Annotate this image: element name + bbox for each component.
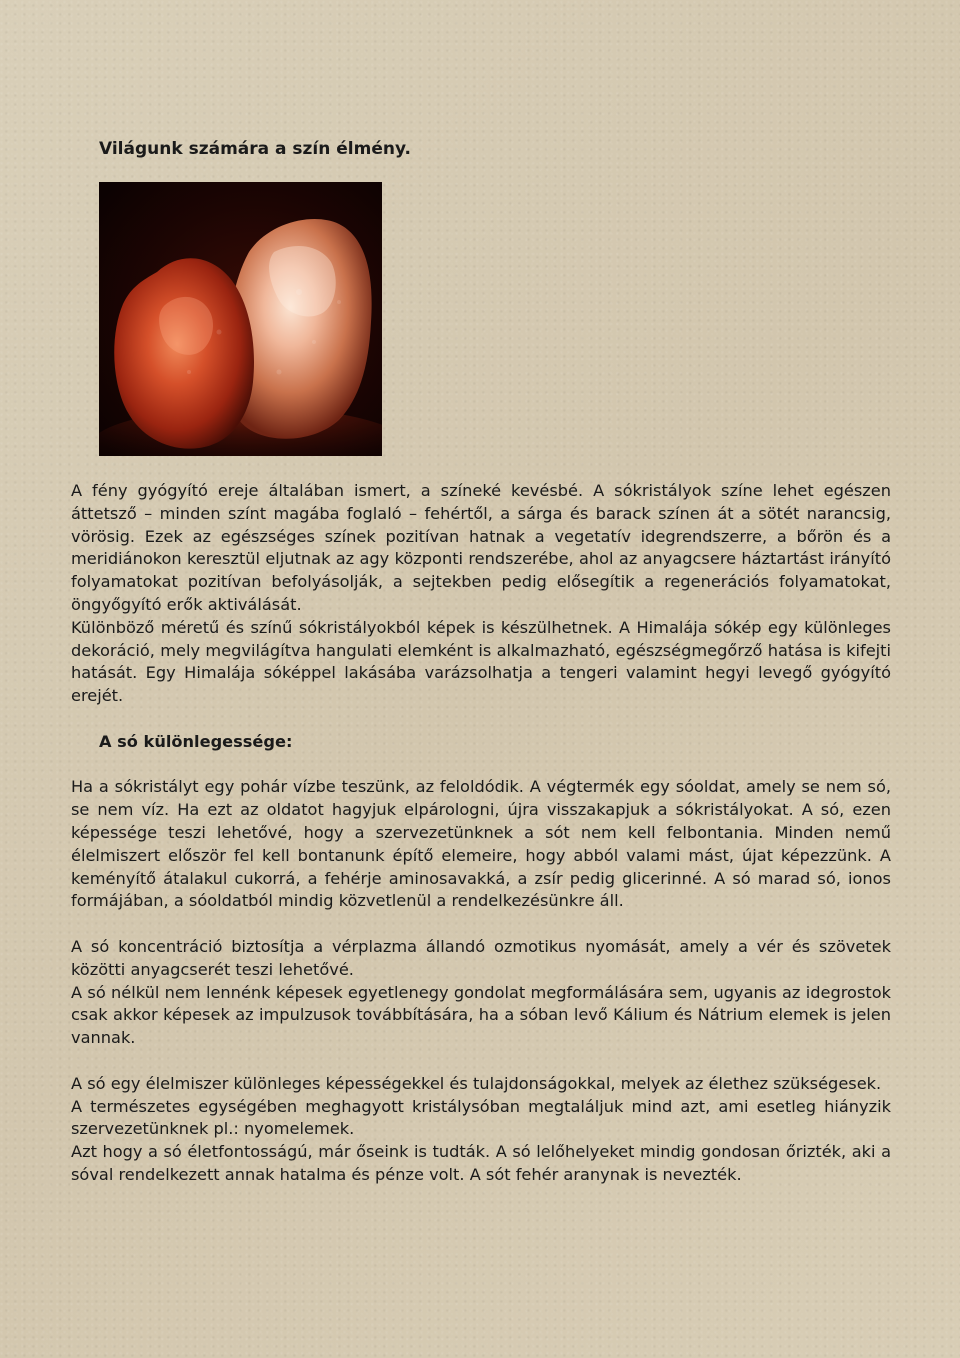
spacer: [71, 754, 891, 777]
section-heading: A só különlegessége:: [99, 731, 293, 751]
section-paragraph-6: Azt hogy a só életfontosságú, már őseink is tudták. A só lelőhelyeket mindig gondosan őrizték, aki a sóval rendelkezett annak hatalma és pénze volt. A sót fehér aranynak is nevezték.: [71, 1142, 891, 1184]
spacer: [71, 708, 891, 731]
section-paragraph-1: Ha a sókristályt egy pohár vízbe teszünk, az feloldódik. A végtermék egy sóoldat, amely se nem só, se nem víz. Ha ezt az oldatot hagyjuk elpárologni, újra visszakapjuk a sókristályokat. A só, ezen képessége teszi lehetővé, hogy a szervezetünknek a sót nem kell felbontania. Minden nemű élelmiszert először fel kell bontanunk építő elemeire, hogy abból valami mást, újat képezzünk. A keményítő átalakul cukorrá, a fehérje aminosavakká, a zsír pedig glicerinné. A só marad só, ionos formájában, a sóoldatból mindig közvetlenül a rendelkezésünkre áll.: [71, 777, 891, 911]
salt-lamps-photo: [99, 182, 382, 456]
spacer: [71, 1050, 891, 1073]
section-paragraph-2: A só koncentráció biztosítja a vérplazma állandó ozmotikus nyomását, amely a vér és szövetek közötti anyagcserét teszi lehetővé.: [71, 936, 891, 979]
intro-paragraph-2: Különböző méretű és színű sókristályokból képek is készülhetnek. A Himalája sókép egy különleges dekoráció, mely megvilágítva hangulati elemként is alkalmazható, egészségmegőrző hatása is kifejti hatását. Egy Himalája sóképpel lakásába varázsolhatja a tengeri valamint hegyi levegő gyógyító erejét.: [71, 617, 891, 706]
section-paragraph-3: A só nélkül nem lennénk képesek egyetlenegy gondolat megformálására sem, ugyanis az idegrostok csak akkor képesek az impulzusok továbbítására, ha a sóban levő Kálium és Nátrium elemek is jelen vannak.: [71, 982, 891, 1048]
page-title: Világunk számára a szín élmény.: [99, 139, 411, 159]
intro-paragraph-1: A fény gyógyító ereje általában ismert, a színeké kevésbé. A sókristályok színe lehet egészen áttetsző – minden színt magába foglaló – fehértől, a sárga és barack színen át a sötét narancsig, vörösig. Ezek az egészséges színek pozitívan hatnak a vegetatív idegrendszerre, a bőrön és a meridiánokon keresztül eljutnak az agy központi rendszerébe, ahol az anyagcsere háztartást irányító folyamatokat pozitívan befolyásolják, a sejtekben pedig elősegítik a regenerációs folyamatokat, öngyőgyító erők aktiválását.: [71, 481, 891, 614]
article-body: [71, 480, 891, 1187]
spacer: [71, 913, 891, 936]
section-paragraph-4: A só egy élelmiszer különleges képességekkel és tulajdonságokkal, melyek az élethez szükségesek.: [71, 1073, 882, 1093]
section-paragraph-5: A természetes egységében meghagyott kristálysóban megtaláljuk mind azt, ami esetleg hiányzik szervezetünknek pl.: nyomelemek.: [71, 1096, 891, 1139]
